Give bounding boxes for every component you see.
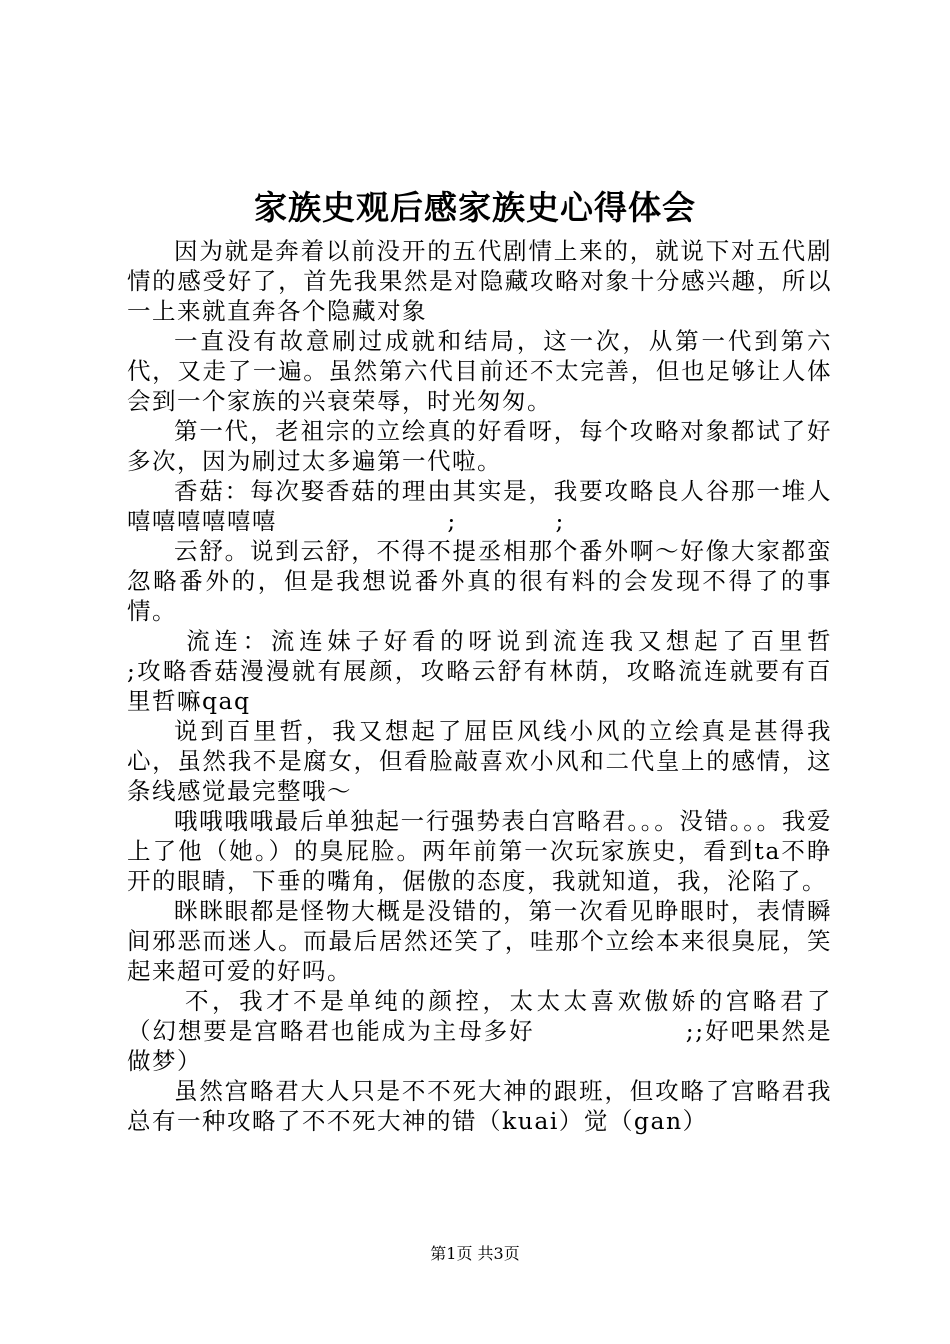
paragraph-4: 香菇：每次娶香菇的理由其实是，我要攻略良人谷那一堆人嘻嘻嘻嘻嘻嘻 ; ;: [127, 477, 832, 535]
paragraph-3: 第一代，老祖宗的立绘真的好看呀，每个攻略对象都试了好多次，因为刷过太多遍第一代啦。: [127, 417, 832, 475]
paragraph-8: 哦哦哦哦最后单独起一行强势表白宫略君。。。没错。。。我爱上了他（她。）的臭屁脸。两年前第一次玩家族史，看到ta不睁开的眼睛，下垂的嘴角，倨傲的态度，我就知道，我，沦陷了。: [127, 807, 832, 895]
paragraph-10: 不，我才不是单纯的颜控，太太太喜欢傲娇的宫略君了（幻想要是宫略君也能成为主母多好 ;;好吧果然是做梦）: [127, 987, 832, 1075]
paragraph-9: 眯眯眼都是怪物大概是没错的，第一次看见睁眼时，表情瞬间邪恶而迷人。而最后居然还笑了，哇那个立绘本来很臭屁，笑起来超可爱的好吗。: [127, 897, 832, 985]
paragraph-11: 虽然宫略君大人只是不不死大神的跟班，但攻略了宫略君我总有一种攻略了不不死大神的错（kuai）觉（gan）: [127, 1077, 832, 1135]
page-number-footer: 第1页 共3页: [430, 1244, 520, 1263]
paragraph-1: 因为就是奔着以前没开的五代剧情上来的，就说下对五代剧情的感受好了，首先我果然是对隐藏攻略对象十分感兴趣，所以一上来就直奔各个隐藏对象: [127, 237, 832, 325]
paragraph-6: 流连：流连妹子好看的呀说到流连我又想起了百里哲 ;攻略香菇漫漫就有展颜，攻略云舒有林荫，攻略流连就要有百里哲嘛qaq: [127, 627, 949, 715]
document-body: [127, 236, 949, 1136]
paragraph-2: 一直没有故意刷过成就和结局，这一次，从第一代到第六代，又走了一遍。虽然第六代目前还不太完善，但也足够让人体会到一个家族的兴衰荣辱，时光匆匆。: [127, 327, 832, 415]
paragraph-5: 云舒。说到云舒，不得不提丞相那个番外啊～好像大家都蛮忽略番外的，但是我想说番外真的很有料的会发现不得了的事情。: [127, 537, 832, 625]
document-title: 家族史观后感家族史心得体会: [254, 188, 696, 227]
paragraph-7: 说到百里哲，我又想起了屈臣风线小风的立绘真是甚得我心，虽然我不是腐女，但看脸敲喜欢小风和二代皇上的感情，这条线感觉最完整哦～: [127, 717, 832, 805]
